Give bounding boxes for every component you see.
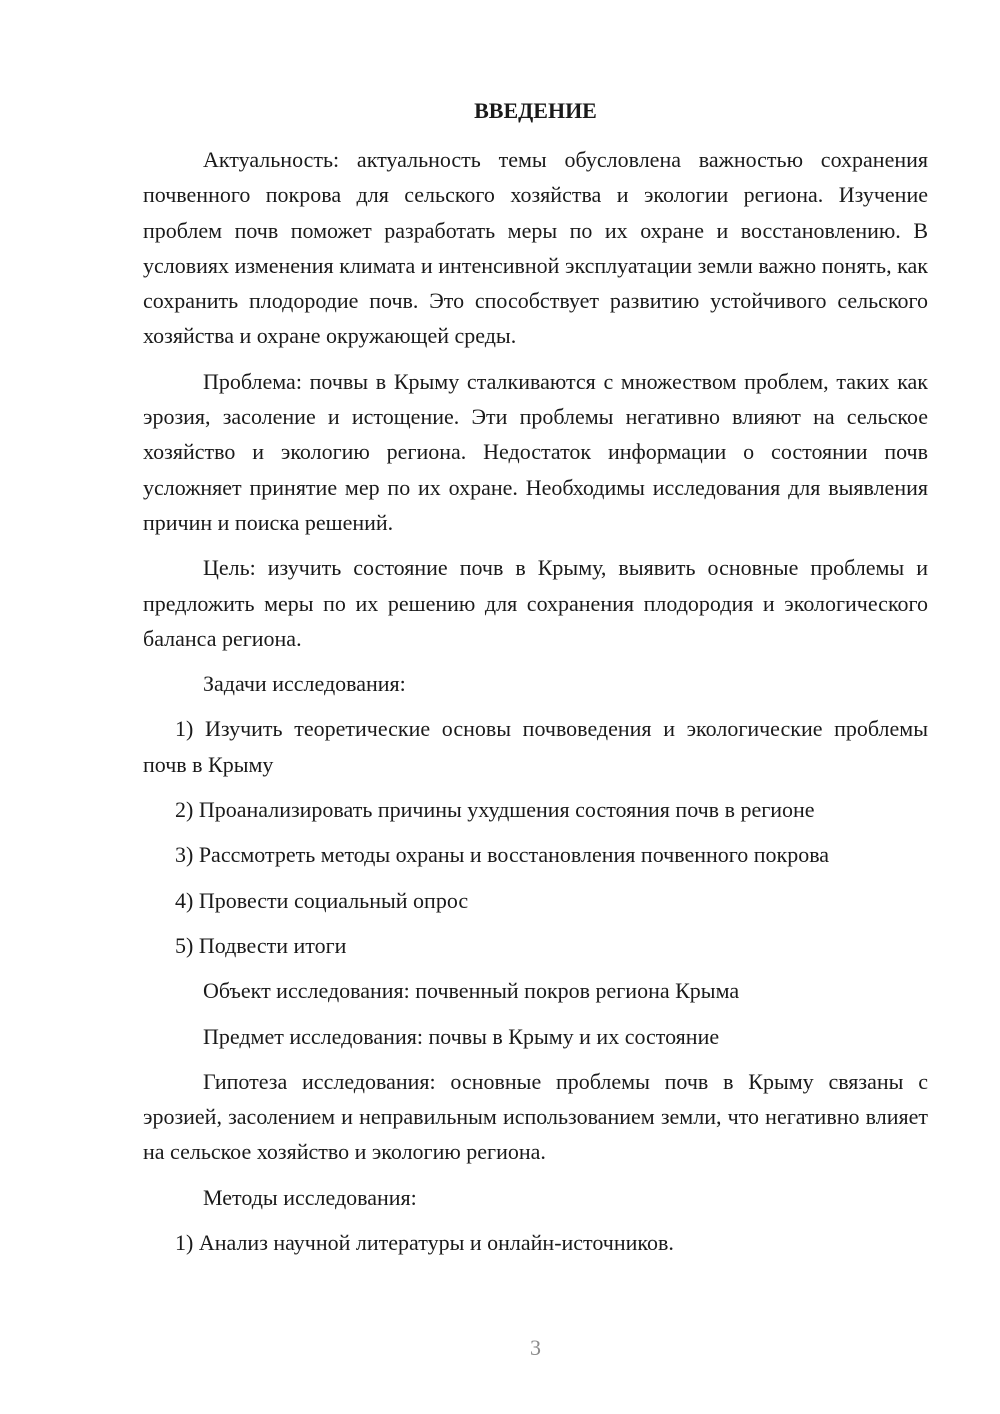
tasks-title: Задачи исследования: (203, 671, 406, 697)
task-item: 1) Изучить теоретические основы почвоведения и экологические проблемы почв в Крыму (143, 716, 928, 777)
paragraph-relevance: Актуальность: актуальность темы обусловлена важностью сохранения почвенного покрова для сельского хозяйства и экологии региона. Изучение проблем почв поможет разработать меры по их охране и восстановлению. В условиях изменения климата и интенсивной эксплуатации земли важно понять, как сохранить плодородие почв. Это способствует развитию устойчивого сельского хозяйства и охране окружающей среды. (143, 147, 928, 349)
paragraph-subject: Предмет исследования: почвы в Крыму и их состояние (203, 1023, 720, 1049)
paragraph-hypothesis: Гипотеза исследования: основные проблемы почв в Крыму связаны с эрозией, засолением и неправильным использованием земли, что негативно влияет на сельское хозяйство и экологию региона. (143, 1068, 928, 1165)
methods-title: Методы исследования: (203, 1184, 417, 1210)
task-item: 4) Провести социальный опрос (175, 887, 469, 913)
method-item: 1) Анализ научной литературы и онлайн-источников. (175, 1230, 674, 1256)
page-heading: ВВЕДЕНИЕ (474, 98, 597, 123)
task-item: 2) Проанализировать причины ухудшения состояния почв в регионе (175, 797, 815, 823)
paragraph-object: Объект исследования: почвенный покров региона Крыма (203, 978, 740, 1004)
paragraph-problem: Проблема: почвы в Крыму сталкиваются с множеством проблем, таких как эрозия, засоление и истощение. Эти проблемы негативно влияют на сельское хозяйство и экологию региона. Недостаток информации о состоянии почв усложняет принятие мер по их охране. Необходимы исследования для выявления причин и поиска решений. (143, 368, 928, 535)
page-number: 3 (530, 1335, 541, 1360)
task-item: 5) Подвести итоги (175, 932, 347, 958)
task-item: 3) Рассмотреть методы охраны и восстановления почвенного покрова (175, 842, 830, 868)
document-page (143, 0, 928, 1414)
document-body (143, 142, 928, 1270)
paragraph-goal: Цель: изучить состояние почв в Крыму, выявить основные проблемы и предложить меры по их решению для сохранения плодородия и экологического баланса региона. (143, 555, 928, 651)
